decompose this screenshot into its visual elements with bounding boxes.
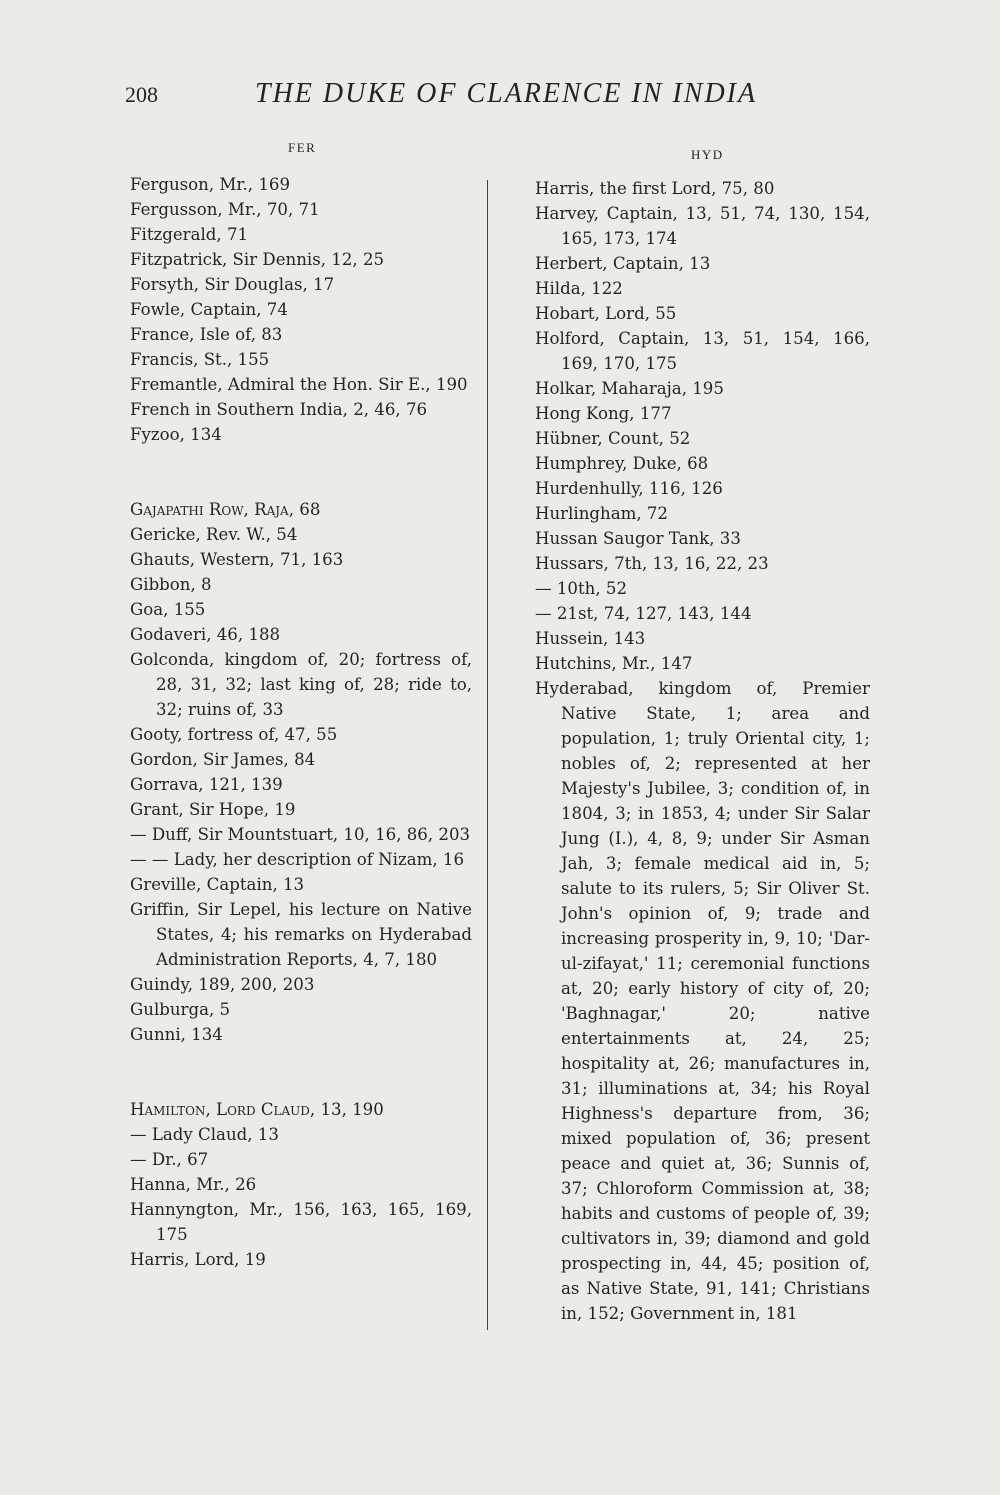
index-entry: Hussars, 7th, 13, 16, 22, 23 <box>535 554 769 573</box>
running-title: THE DUKE OF CLARENCE IN INDIA <box>255 78 758 109</box>
index-entry: Golconda, kingdom of, 20; fortress of, 28, 31, 32; last king of, 28; ride to, 32; ruins of, 33 <box>130 650 472 719</box>
index-entry: — — Lady, her description of Nizam, 16 <box>130 850 465 869</box>
index-entry: Hussein, 143 <box>535 629 646 648</box>
index-entry: Hilda, 122 <box>535 279 623 298</box>
index-entry: Hübner, Count, 52 <box>535 429 691 448</box>
index-entry: Goa, 155 <box>130 600 206 619</box>
index-entry: Gulburga, 5 <box>130 1000 231 1019</box>
guide-word-left: FER <box>288 140 317 155</box>
index-entry: Gunni, 134 <box>130 1025 223 1044</box>
index-entry: Fremantle, Admiral the Hon. Sir E., 190 <box>130 375 468 394</box>
index-entry: Ghauts, Western, 71, 163 <box>130 550 344 569</box>
index-entry: French in Southern India, 2, 46, 76 <box>130 400 428 419</box>
index-entry: Ferguson, Mr., 169 <box>130 175 291 194</box>
index-entry: Gibbon, 8 <box>130 575 212 594</box>
index-entry: Hurlingham, 72 <box>535 504 668 523</box>
index-entry: — Dr., 67 <box>130 1150 209 1169</box>
index-entry: — 10th, 52 <box>535 579 628 598</box>
index-entry: Hurdenhully, 116, 126 <box>535 479 723 498</box>
index-entry-section-start: Hamilton, Lord Claud, 13, 190 <box>130 1100 384 1119</box>
index-entry: Hong Kong, 177 <box>535 404 672 423</box>
index-entry: Harvey, Captain, 13, 51, 74, 130, 154, 165, 173, 174 <box>535 204 870 248</box>
index-entry: Fergusson, Mr., 70, 71 <box>130 200 320 219</box>
index-entry: Gordon, Sir James, 84 <box>130 750 316 769</box>
index-entry: Gooty, fortress of, 47, 55 <box>130 725 338 744</box>
index-entry: Fitzgerald, 71 <box>130 225 249 244</box>
index-entry-section-start: Gajapathi Row, Raja, 68 <box>130 500 321 519</box>
section-gap <box>130 1047 472 1097</box>
index-entry: Fitzpatrick, Sir Dennis, 12, 25 <box>130 250 385 269</box>
index-column-right <box>535 176 870 1326</box>
index-entry: Harris, the first Lord, 75, 80 <box>535 179 775 198</box>
page-number: 208 <box>125 82 158 107</box>
page-header <box>0 78 1000 118</box>
index-entry: — Duff, Sir Mountstuart, 10, 16, 86, 203 <box>130 825 471 844</box>
index-entry: Humphrey, Duke, 68 <box>535 454 709 473</box>
section-gap <box>130 447 472 497</box>
index-entry-hyderabad: Hyderabad, kingdom of, Premier Native State, 1; area and population, 1; truly Oriental city, 1; nobles of, 2; represented at her Majesty's Jubilee, 3; condition of, in 1804, 3; in 1853, 4; under Sir Salar Jung (I.), 4, 8, 9; under Sir Asman Jah, 3; female medical aid in, 5; salute to its rulers, 5; Sir Oliver St. John's opinion of, 9; trade and increasing prosperity in, 9, 10; 'Dar-ul-zifayat,' 11; ceremonial functions at, 20; early history of city of, 20; 'Baghnagar,' 20; native entertainments at, 24, 25; hospitality at, 26; manufactures in, 31; illuminations at, 34; his Royal Highness's departure from, 36; mixed population of, 36; present peace and quiet at, 36; Sunnis of, 37; Chloroform Commission at, 38; habits and customs of people of, 39; cultivators in, 39; diamond and gold prospecting in, 44, 45; position of, as Native State, 91, 141; Christians in, 152; Government in, 181 <box>535 679 870 1323</box>
index-entry: Gericke, Rev. W., 54 <box>130 525 298 544</box>
index-entry: Holford, Captain, 13, 51, 154, 166, 169, 170, 175 <box>535 329 870 373</box>
index-entry: Hussan Saugor Tank, 33 <box>535 529 741 548</box>
index-entry: Holkar, Maharaja, 195 <box>535 379 724 398</box>
index-entry: France, Isle of, 83 <box>130 325 283 344</box>
index-entry: Hobart, Lord, 55 <box>535 304 677 323</box>
index-entry: Fyzoo, 134 <box>130 425 222 444</box>
index-entry: Guindy, 189, 200, 203 <box>130 975 315 994</box>
index-entry: Godaveri, 46, 188 <box>130 625 281 644</box>
index-entry: — 21st, 74, 127, 143, 144 <box>535 604 752 623</box>
guide-word-right: HYD <box>691 147 724 162</box>
index-entry: Greville, Captain, 13 <box>130 875 305 894</box>
index-entry: Herbert, Captain, 13 <box>535 254 711 273</box>
index-entry: Gorrava, 121, 139 <box>130 775 283 794</box>
index-entry: Forsyth, Sir Douglas, 17 <box>130 275 335 294</box>
column-divider <box>487 180 488 1330</box>
index-entry: Harris, Lord, 19 <box>130 1250 266 1269</box>
index-entry: Hanna, Mr., 26 <box>130 1175 257 1194</box>
index-entry: Hutchins, Mr., 147 <box>535 654 693 673</box>
index-entry: Francis, St., 155 <box>130 350 270 369</box>
index-column-left <box>130 172 472 1272</box>
index-entry: Fowle, Captain, 74 <box>130 300 288 319</box>
index-entry: Griffin, Sir Lepel, his lecture on Native States, 4; his remarks on Hyderabad Administration Reports, 4, 7, 180 <box>130 900 472 969</box>
index-entry: Hannyngton, Mr., 156, 163, 165, 169, 175 <box>130 1200 472 1244</box>
index-entry: — Lady Claud, 13 <box>130 1125 279 1144</box>
index-entry: Grant, Sir Hope, 19 <box>130 800 296 819</box>
